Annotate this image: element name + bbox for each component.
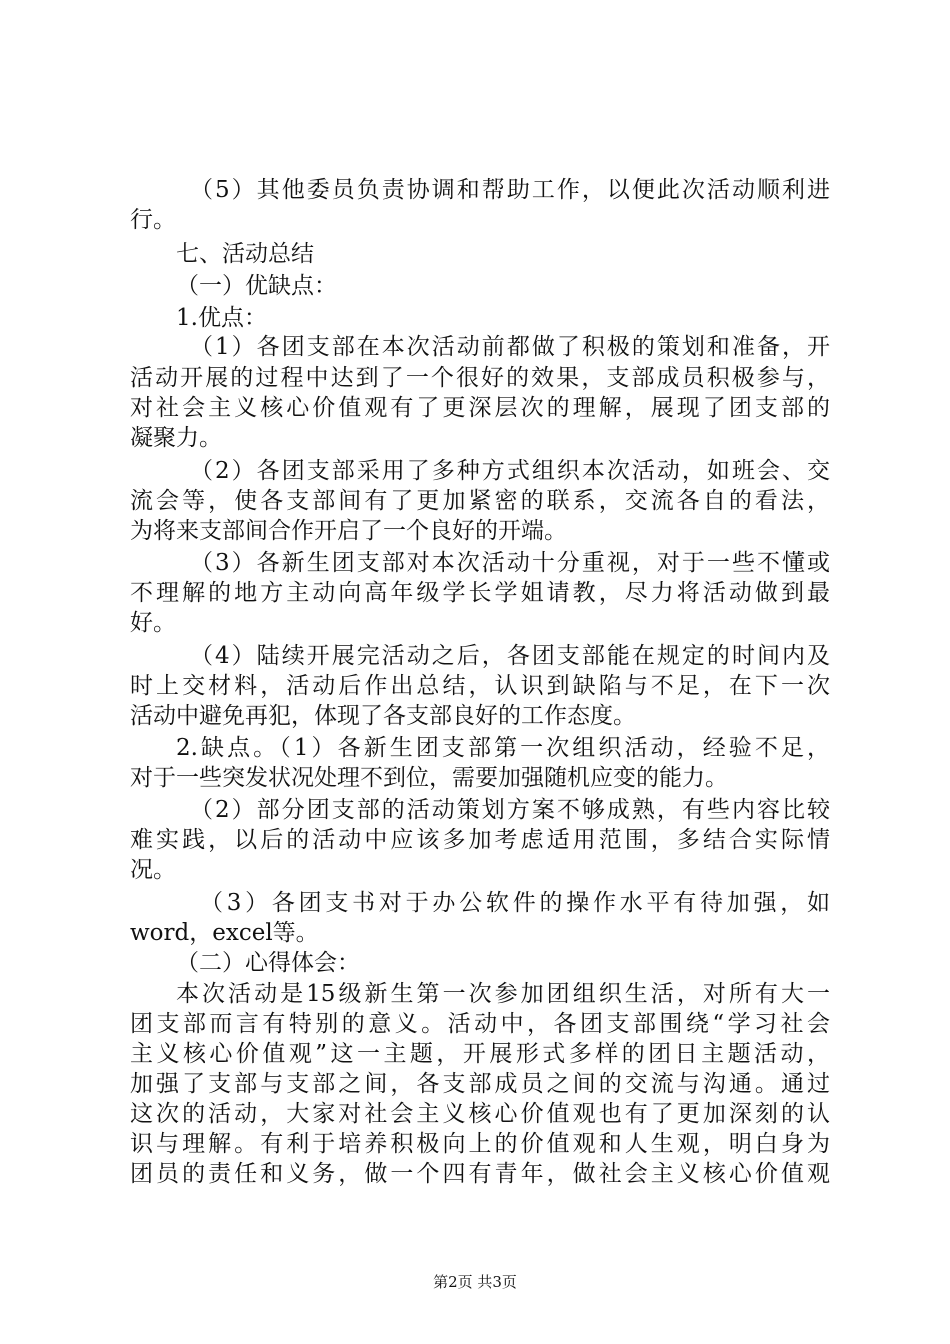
subsection-heading: 1.优点： xyxy=(176,305,267,331)
text-line: （1）各团支部在本次活动前都做了积极的策划和准备，开 xyxy=(190,334,830,360)
text-line: 流会等，使各支部间有了更加紧密的联系，交流各自的看法， xyxy=(130,488,830,514)
text-line: 时上交材料，活动后作出总结，认识到缺陷与不足，在下一次 xyxy=(130,673,830,699)
text-line: word，excel等。 xyxy=(130,920,319,946)
text-line: 活动开展的过程中达到了一个很好的效果，支部成员积极参与， xyxy=(130,365,830,391)
text-line: （2）各团支部采用了多种方式组织本次活动，如班会、交 xyxy=(190,458,830,484)
text-line: 加强了支部与支部之间，各支部成员之间的交流与沟通。通过 xyxy=(130,1071,830,1097)
text-line: （5）其他委员负责协调和帮助工作，以便此次活动顺利进 xyxy=(190,177,830,203)
subsection-heading: （二）心得体会： xyxy=(176,950,360,976)
text-line: （4）陆续开展完活动之后，各团支部能在规定的时间内及 xyxy=(190,643,830,669)
text-line: 团支部而言有特别的意义。活动中，各团支部围绕“学习社会 xyxy=(130,1011,830,1037)
text-line: 团员的责任和义务，做一个四有青年，做社会主义核心价值观 xyxy=(130,1161,830,1187)
text-line: 主义核心价值观”这一主题，开展形式多样的团日主题活动， xyxy=(130,1041,830,1067)
section-heading: 七、活动总结 xyxy=(176,241,314,267)
text-line: 为将来支部间合作开启了一个良好的开端。 xyxy=(130,518,567,544)
text-line: （2）部分团支部的活动策划方案不够成熟，有些内容比较 xyxy=(190,797,830,823)
text-line: 活动中避免再犯，体现了各支部良好的工作态度。 xyxy=(130,703,636,729)
text-line: 况。 xyxy=(130,857,176,883)
text-line: 行。 xyxy=(130,207,176,233)
page-footer: 第2页 共3页 xyxy=(433,1273,517,1291)
subsection-heading: （一）优缺点： xyxy=(176,273,337,299)
text-line: 难实践，以后的活动中应该多加考虑适用范围，多结合实际情 xyxy=(130,827,830,853)
text-line: 不理解的地方主动向高年级学长学姐请教，尽力将活动做到最 xyxy=(130,580,830,606)
text-line: 对社会主义核心价值观有了更深层次的理解，展现了团支部的 xyxy=(130,395,830,421)
text-line: 这次的活动，大家对社会主义核心价值观也有了更加深刻的认 xyxy=(130,1101,830,1127)
text-line: （3）各团支书对于办公软件的操作水平有待加强，如 xyxy=(200,890,830,916)
text-line: 好。 xyxy=(130,610,176,636)
text-line: 对于一些突发状况处理不到位，需要加强随机应变的能力。 xyxy=(130,765,728,791)
text-line: 本次活动是15级新生第一次参加团组织生活，对所有大一 xyxy=(176,981,830,1007)
text-line: 2.缺点。（1）各新生团支部第一次组织活动，经验不足， xyxy=(176,735,830,761)
text-line: （3）各新生团支部对本次活动十分重视，对于一些不懂或 xyxy=(190,550,830,576)
text-line: 识与理解。有利于培养积极向上的价值观和人生观，明白身为 xyxy=(130,1131,830,1157)
text-line: 凝聚力。 xyxy=(130,425,222,451)
